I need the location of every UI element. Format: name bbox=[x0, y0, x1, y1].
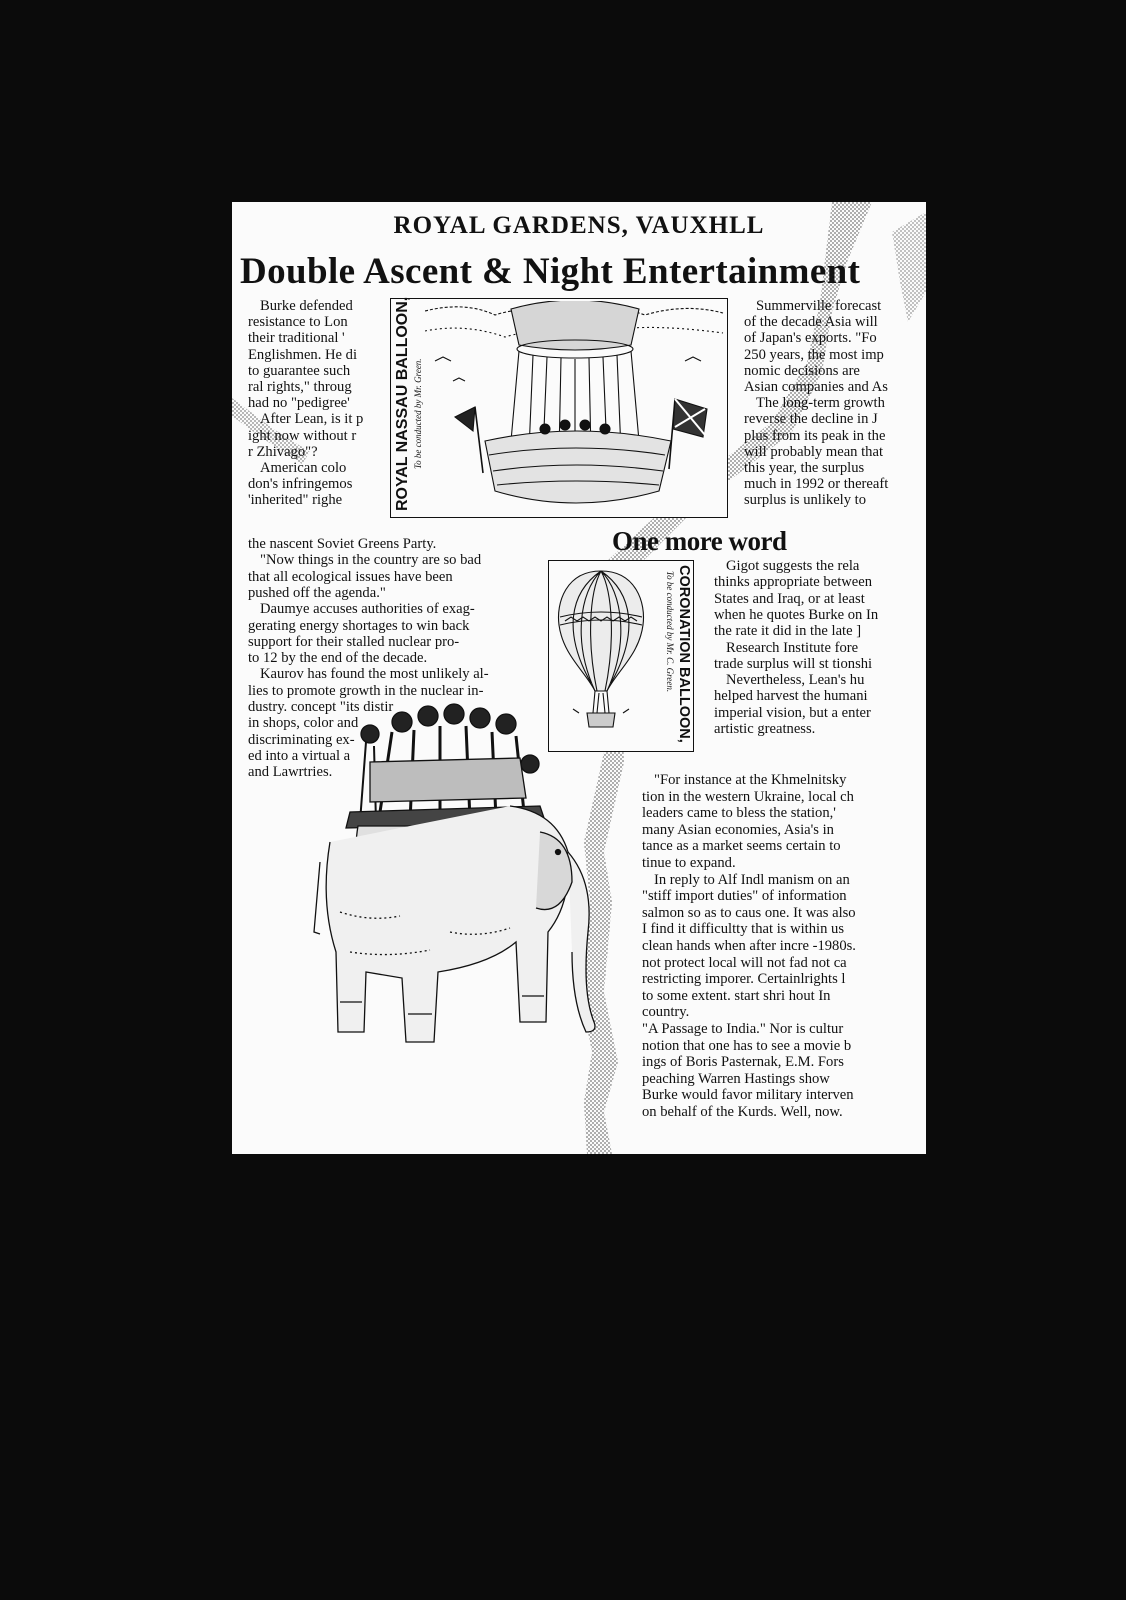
elephant-illustration bbox=[310, 702, 610, 1154]
text-line: to 12 by the end of the decade. bbox=[248, 650, 428, 667]
text-line: many Asian economies, Asia's in bbox=[642, 821, 834, 838]
text-line: clean hands when after incre -1980s. bbox=[642, 938, 856, 954]
text-line: "For instance at the Khmelnitsky bbox=[654, 772, 847, 788]
royal-nassau-balloon-illustration bbox=[390, 298, 728, 518]
text-line: pushed off the agenda." bbox=[248, 584, 386, 601]
text-line: surplus is unlikely to bbox=[744, 492, 867, 509]
text-line: In reply to Alf Indl manism on an bbox=[654, 871, 850, 888]
text-line: Asian companies and As bbox=[744, 379, 888, 395]
text-line: notion that one has to see a movie b bbox=[642, 1037, 852, 1054]
text-line: reverse the decline in J bbox=[744, 411, 878, 428]
text-line: support for their stalled nuclear pro- bbox=[248, 633, 460, 650]
text-line: Summerville forecast bbox=[756, 298, 882, 314]
header-subtitle: Double Ascent & Night Entertainment bbox=[240, 251, 861, 292]
coronation-balloon-sublabel: To be conducted by Mr. C. Green. bbox=[665, 571, 675, 693]
text-line: Englishmen. He di bbox=[248, 346, 358, 363]
text-line: country. bbox=[642, 1004, 690, 1021]
text-line: "stiff import duties" of information bbox=[642, 888, 847, 905]
text-line: lies to promote growth in the nuclear in- bbox=[248, 682, 484, 699]
text-line: tion in the western Ukraine, local ch bbox=[642, 788, 854, 805]
subheading: One more word bbox=[612, 526, 787, 556]
text-line: salmon so as to caus one. It was also bbox=[642, 904, 856, 921]
text-line: that all ecological issues have been bbox=[248, 568, 453, 585]
coronation-balloon-label: CORONATION BALLOON, bbox=[676, 565, 692, 743]
text-line: peaching Warren Hastings show bbox=[642, 1070, 830, 1087]
text-line: in shops, color and bbox=[248, 715, 359, 732]
text-line: ed into a virtual a bbox=[248, 747, 351, 764]
text-line: r Zhivago"? bbox=[248, 443, 318, 460]
text-line: on behalf of the Kurds. Well, now. bbox=[642, 1104, 843, 1120]
text-line: resistance to Lon bbox=[248, 314, 348, 331]
text-line: dustry. concept "its distir bbox=[248, 699, 394, 715]
text-line: this year, the surplus bbox=[744, 460, 865, 476]
text-line: when he quotes Burke on In bbox=[714, 606, 879, 623]
text-line: tance as a market seems certain to bbox=[642, 838, 841, 855]
text-line: I find it difficultty that is within us bbox=[642, 921, 845, 938]
text-line: Burke would favor military interven bbox=[642, 1087, 854, 1104]
text-line: not protect local will not fad not ca bbox=[642, 954, 847, 971]
text-line: Kaurov has found the most unlikely al- bbox=[260, 666, 489, 683]
text-line: Gigot suggests the rela bbox=[726, 558, 860, 574]
text-line: of the decade Asia will bbox=[744, 314, 878, 331]
text-line: Nevertheless, Lean's hu bbox=[726, 672, 865, 689]
text-line: ral rights," throug bbox=[248, 379, 352, 395]
text-line: trade surplus will st tionshi bbox=[714, 655, 873, 672]
text-line: artistic greatness. bbox=[714, 721, 816, 737]
text-line: American colo bbox=[260, 460, 347, 476]
royal-nassau-balloon-sublabel: To be conducted by Mr. Green. bbox=[413, 358, 423, 469]
text-line: Burke defended bbox=[260, 298, 353, 314]
text-line: the rate it did in the late ] bbox=[714, 623, 862, 640]
text-line: restricting imporer. Certainlrights l bbox=[642, 971, 846, 988]
text-line: thinks appropriate between bbox=[714, 574, 873, 591]
text-line: the nascent Soviet Greens Party. bbox=[248, 536, 437, 552]
balloon-engraving bbox=[425, 301, 725, 515]
header-title: ROYAL GARDENS, VAUXHLL bbox=[393, 212, 765, 239]
text-line: plus from its peak in the bbox=[744, 427, 886, 444]
text-line: will probably mean that bbox=[744, 443, 884, 460]
text-line: discriminating ex- bbox=[248, 731, 355, 748]
text-line: had no "pedigree' bbox=[248, 395, 350, 412]
text-line: their traditional ' bbox=[248, 330, 345, 347]
text-line: tinue to expand. bbox=[642, 855, 736, 871]
text-line: much in 1992 or thereaft bbox=[744, 476, 889, 493]
text-line: ight now without r bbox=[248, 427, 357, 444]
text-line: "A Passage to India." Nor is cultur bbox=[642, 1021, 844, 1037]
royal-nassau-balloon-label: ROYAL NASSAU BALLOON, bbox=[394, 296, 411, 511]
text-line: 250 years, the most imp bbox=[744, 346, 884, 363]
text-line: 'inherited" righe bbox=[248, 492, 343, 509]
text-line: nomic decisions are bbox=[744, 362, 860, 379]
text-line: to guarantee such bbox=[248, 362, 351, 379]
text-line: Daumye accuses authorities of exag- bbox=[260, 601, 475, 618]
text-line: of Japan's exports. "Fo bbox=[744, 330, 877, 347]
newspaper-clipping bbox=[232, 202, 926, 1154]
text-line: The long-term growth bbox=[756, 395, 885, 412]
text-line: Research Institute fore bbox=[726, 639, 859, 656]
text-line: to some extent. start shri hout In bbox=[642, 987, 831, 1004]
text-line: don's infringemos bbox=[248, 476, 353, 493]
text-line: After Lean, is it p bbox=[260, 411, 364, 428]
text-line: imperial vision, but a enter bbox=[714, 704, 871, 721]
text-line: leaders came to bless the station,' bbox=[642, 805, 836, 822]
text-line: helped harvest the humani bbox=[714, 688, 868, 705]
text-line: ings of Boris Pasternak, E.M. Fors bbox=[642, 1054, 844, 1071]
text-line: "Now things in the country are so bad bbox=[260, 552, 482, 569]
text-line: and Lawrtries. bbox=[248, 764, 333, 781]
text-line: gerating energy shortages to win back bbox=[248, 617, 470, 634]
text-line: States and Iraq, or at least bbox=[714, 590, 865, 607]
